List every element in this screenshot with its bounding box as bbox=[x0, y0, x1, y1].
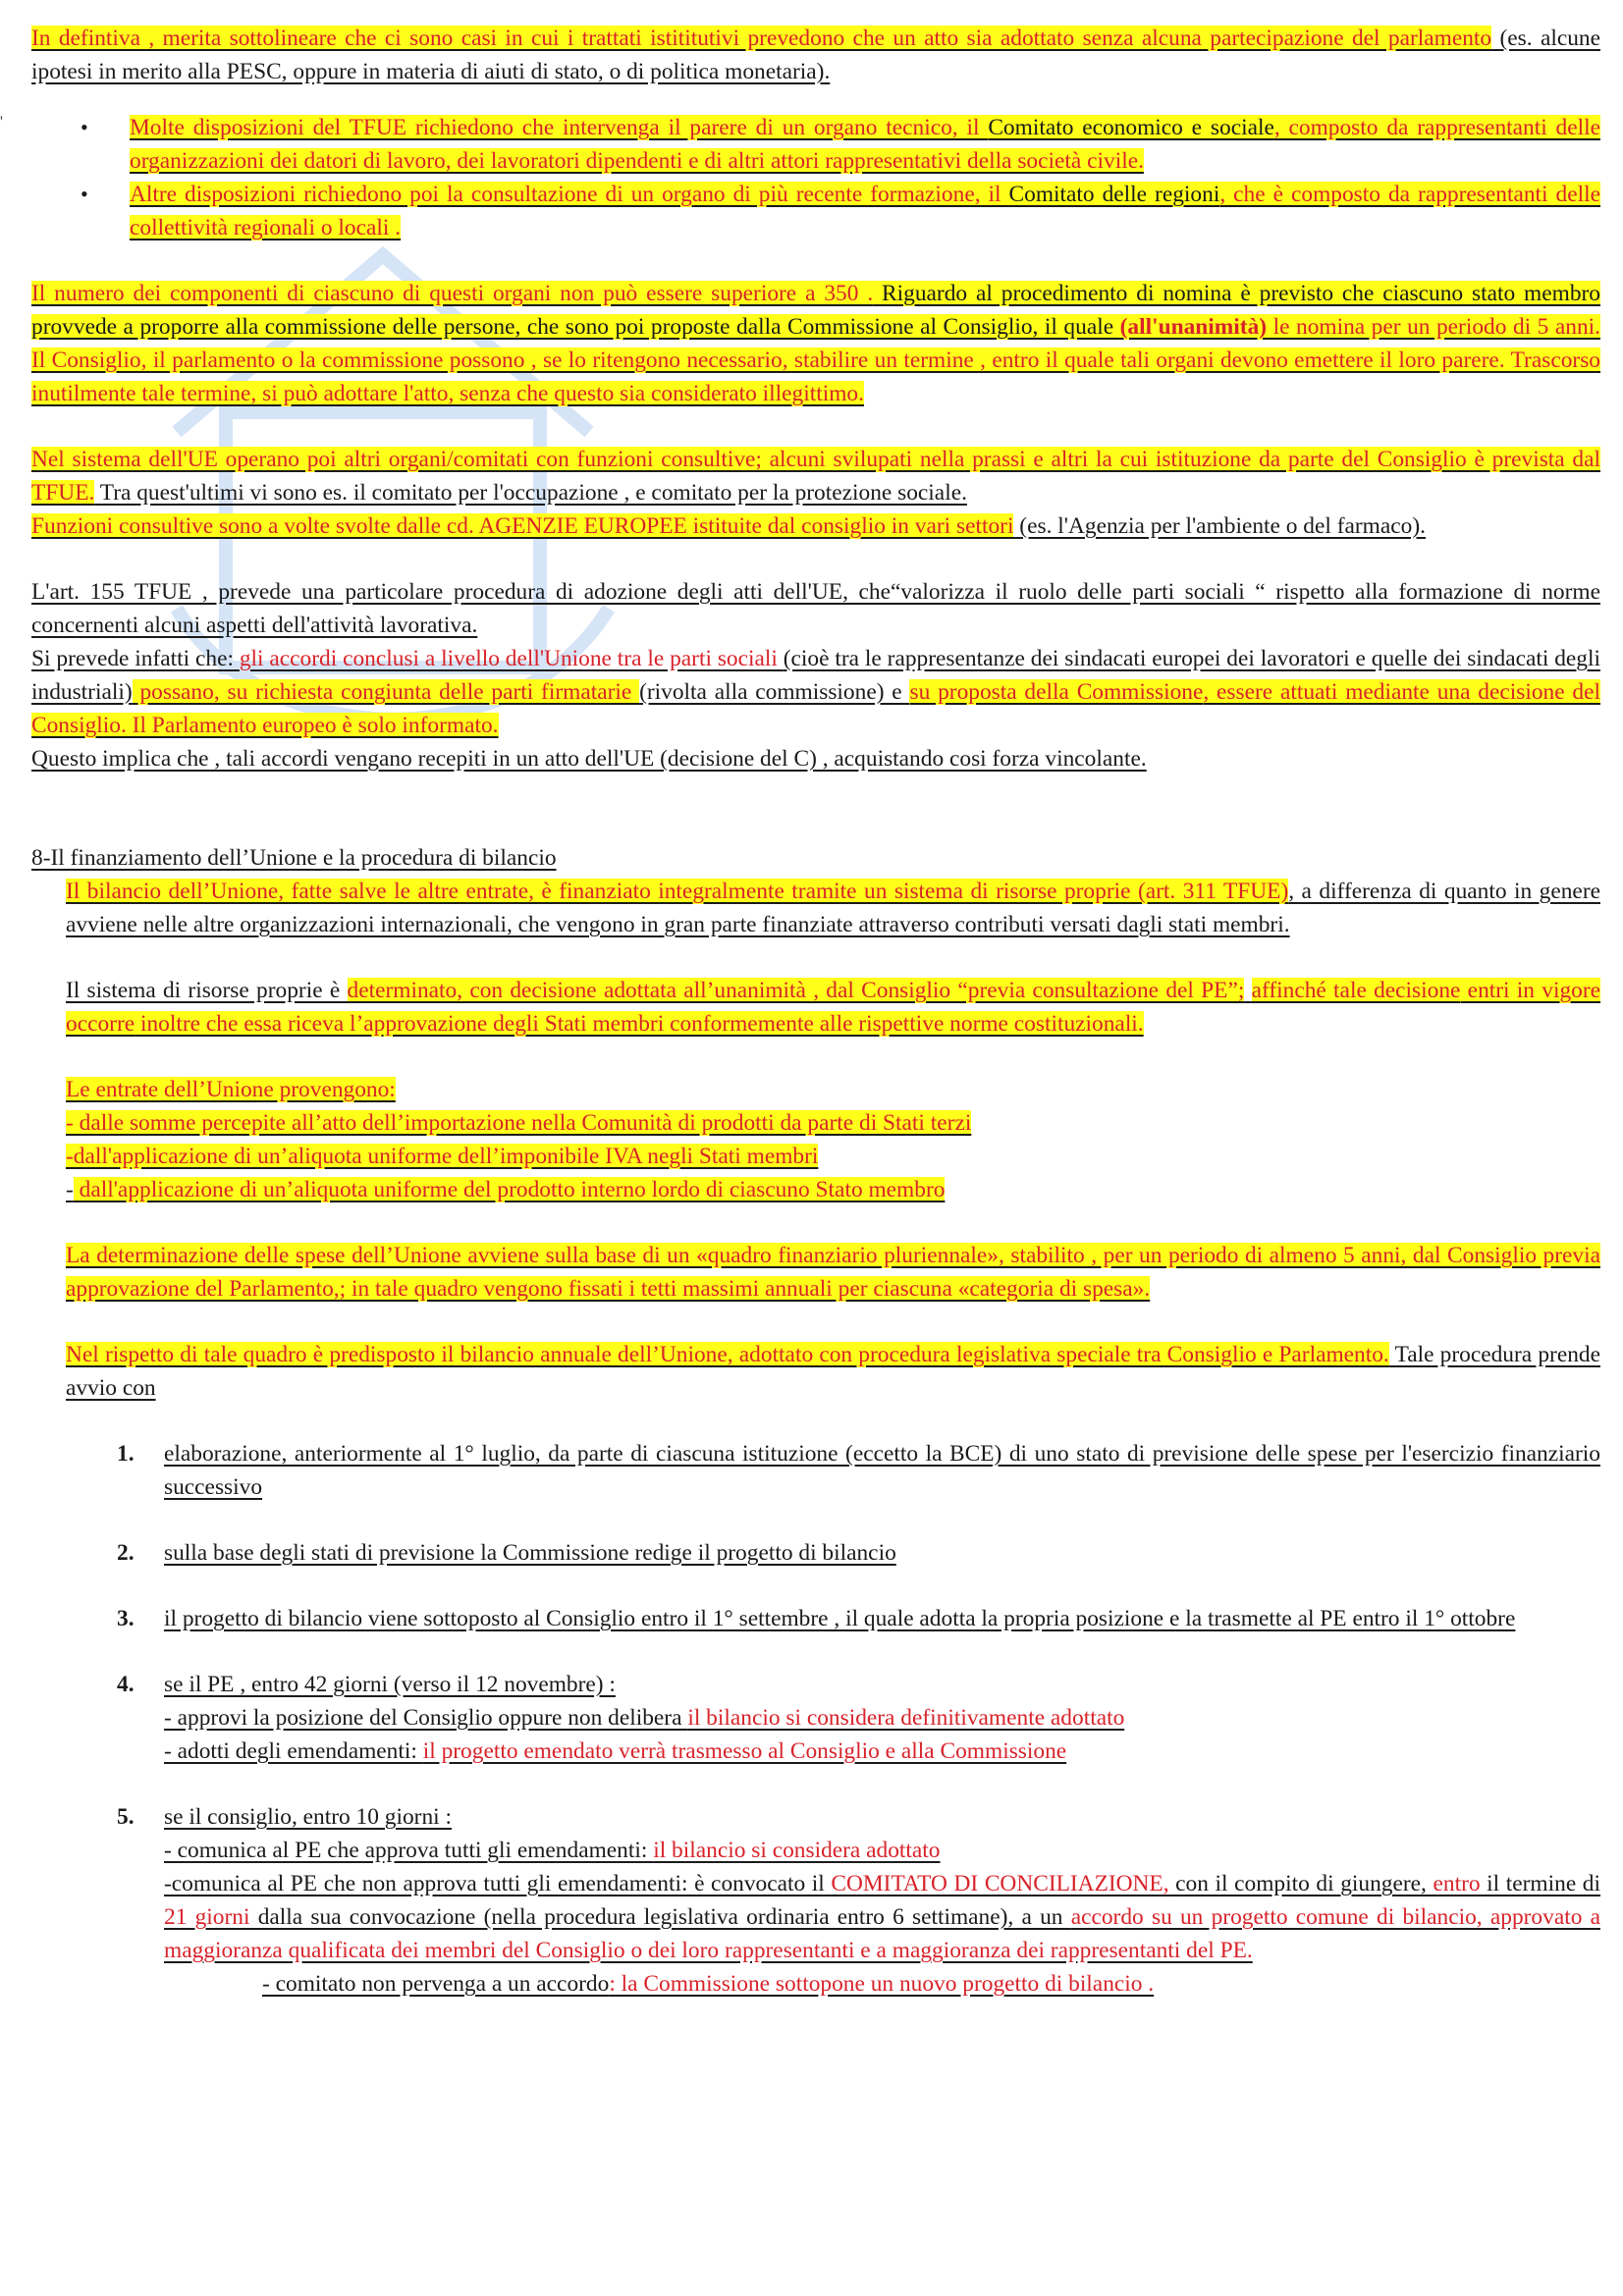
highlighted-text: In defintiva , merita sottolineare che ci sono casi in cui i trattati istititutivi prevedono che un atto sia adottato senza alcuna partecipazione del parlamento bbox=[31, 26, 1492, 51]
bullet-list-consultative-bodies bbox=[31, 111, 1600, 244]
list-item: 5. se il consiglio, entro 10 giorni : - comunica al PE che approva tutti gli emendamenti: il bilancio si considera adottato -comunica al PE che non approva tutti gli emendamenti: è convocato il COMITATO DI CONCILIAZIONE, con il compito di giungere, entro il termine di 21 giorni dalla sua convocazione (nella procedura legislativa ordinaria entro 6 settimane), a un accordo su un progetto comune di bilancio, approvato a maggioranza qualificata dei membri del Consiglio o dei loro rappresentanti e a maggioranza dei rappresentanti del PE. - comitato non pervenga a un accordo: la Commissione sottopone un nuovo progetto di bilancio . bbox=[117, 1804, 1601, 1997]
comitato-delle-regioni: Comitato delle regioni bbox=[1008, 182, 1220, 207]
document-page bbox=[31, 22, 1600, 2001]
plain-text: (es. alcune ipotesi in merito alla PESC, oppure in materia di aiuti di stato, o di politica monetaria). bbox=[31, 26, 1600, 84]
comitato-economico-sociale: Comitato economico e sociale bbox=[988, 115, 1274, 140]
budget-procedure-steps bbox=[66, 1437, 1600, 2001]
section-8-body bbox=[66, 875, 1600, 1405]
paragraph-bilancio: Il bilancio dell’Unione, fatte salve le altre entrate, è finanziato integralmente tramite un sistema di risorse proprie (art. 311 TFUE), a differenza di quanto in genere avviene nelle altre organizzazioni internazionali, che vengono in gran parte finanziate attraverso contributi versati dagli stati membri. bbox=[66, 879, 1600, 937]
margin-tick: ' bbox=[0, 114, 3, 131]
paragraph-definitiva bbox=[31, 22, 1600, 88]
paragraph-risorse-proprie: Il sistema di risorse proprie è determinato, con decisione adottata all’unanimità , dal Consiglio “previa consultazione del PE”; affinché tale decisione entri in vigore occorre inoltre che essa riceva l’approvazione degli Stati membri conformemente alle rispettive norme costituzionali. bbox=[66, 978, 1601, 1037]
paragraph-spese: La determinazione delle spese dell’Unione avviene sulla base di un «quadro finanziario pluriennale», stabilito , per un periodo di almeno 5 anni, dal Consiglio previa approvazione del Parlamento,; in tale quadro vengono fissati i tetti massimi annuali per ciascuna «categoria di spesa». bbox=[66, 1243, 1600, 1302]
list-item: • Molte disposizioni del TFUE richiedono che intervenga il parere di un organo tecnico, il Comitato economico e sociale, composto da rappresentanti delle organizzazioni dei datori di lavoro, dei lavoratori dipendenti e di altri attori rappresentativi della società civile. bbox=[31, 111, 1600, 178]
list-item: 4. se il PE , entro 42 giorni (verso il 12 novembre) : - approvi la posizione del Consiglio oppure non delibera il bilancio si considera definitivamente adottato - adotti degli emendamenti: il progetto emendato verrà trasmesso al Consiglio e alla Commissione bbox=[117, 1672, 1125, 1764]
entrate-list: Le entrate dell’Unione provengono: - dalle somme percepite all’atto dell’importazione nella Comunità di prodotti da parte di Stati terzi -dall'applicazione di un’aliquota uniforme dell’imponibile IVA negli Stati membri - dall'applicazione di un’aliquota uniforme del prodotto interno lordo di ciascuno Stato membro bbox=[66, 1077, 972, 1202]
bullet-dot-icon: • bbox=[81, 182, 88, 206]
list-item: • Altre disposizioni richiedono poi la consultazione di un organo di più recente formazione, il Comitato delle regioni, che è composto da rappresentanti delle collettività regionali o locali . bbox=[31, 178, 1600, 244]
paragraph-sistema-ue: Nel sistema dell'UE operano poi altri organi/comitati con funzioni consultive; alcuni svilupati nella prassi e altri la cui istituzione da parte del Consiglio è prevista dal TFUE. Tra quest'ultimi vi sono es. il comitato per l'occupazione , e comitato per la protezione sociale. Funzioni consultive sono a volte svolte dalle cd. AGENZIE EUROPEE istituite dal consiglio in vari settori (es. l'Agenzia per l'ambiente o del farmaco). bbox=[31, 447, 1600, 539]
bullet-dot-icon: • bbox=[81, 115, 88, 139]
paragraph-bilancio-annuale: Nel rispetto di tale quadro è predisposto il bilancio annuale dell’Unione, adottato con procedura legislativa speciale tra Consiglio e Parlamento. Tale procedura prende avvio con bbox=[66, 1342, 1601, 1401]
list-item: 2. sulla base degli stati di previsione la Commissione redige il progetto di bilancio bbox=[117, 1540, 896, 1566]
paragraph-art-155: L'art. 155 TFUE , prevede una particolare procedura di adozione degli atti dell'UE, che“valorizza il ruolo delle parti sociali “ rispetto alla formazione di norme concernenti alcuni aspetti dell'attività lavorativa. Si prevede infatti che: gli accordi conclusi a livello dell'Unione tra le parti sociali (cioè tra le rappresentanze dei sindacati europei dei lavoratori e quelle dei sindacati degli industriali) possano, su richiesta congiunta delle parti firmatarie (rivolta alla commissione) e su proposta della Commissione, essere attuati mediante una decisione del Consiglio. Il Parlamento europeo è solo informato. Questo implica che , tali accordi vengano recepiti in un atto dell'UE (decisione del C) , acquistando cosi forza vincolante. bbox=[31, 579, 1601, 772]
section-heading: 8-Il finanziamento dell’Unione e la procedura di bilancio bbox=[31, 845, 557, 871]
list-item: 1. elaborazione, anteriormente al 1° luglio, da parte di ciascuna istituzione (eccetto la BCE) di uno stato di previsione delle spese per l'esercizio finanziario successivo bbox=[117, 1441, 1600, 1500]
paragraph-numero-componenti: Il numero dei componenti di ciascuno di questi organi non può essere superiore a 350 . Riguardo al procedimento di nomina è previsto che ciascuno stato membro provvede a proporre alla commissione delle persone, che sono poi proposte dalla Commissione al Consiglio, il quale (all'unanimità) le nomina per un periodo di 5 anni. Il Consiglio, il parlamento o la commissione possono , se lo ritengono necessario, stabilire un termine , entro il quale tali organi devono emettere il loro parere. Trascorso inutilmente tale termine, si può adottare l'atto, senza che questo sia considerato illegittimo. bbox=[31, 281, 1601, 406]
list-item: 3. il progetto di bilancio viene sottoposto al Consiglio entro il 1° settembre , il quale adotta la propria posizione e la trasmette al PE entro il 1° ottobre bbox=[117, 1606, 1516, 1631]
